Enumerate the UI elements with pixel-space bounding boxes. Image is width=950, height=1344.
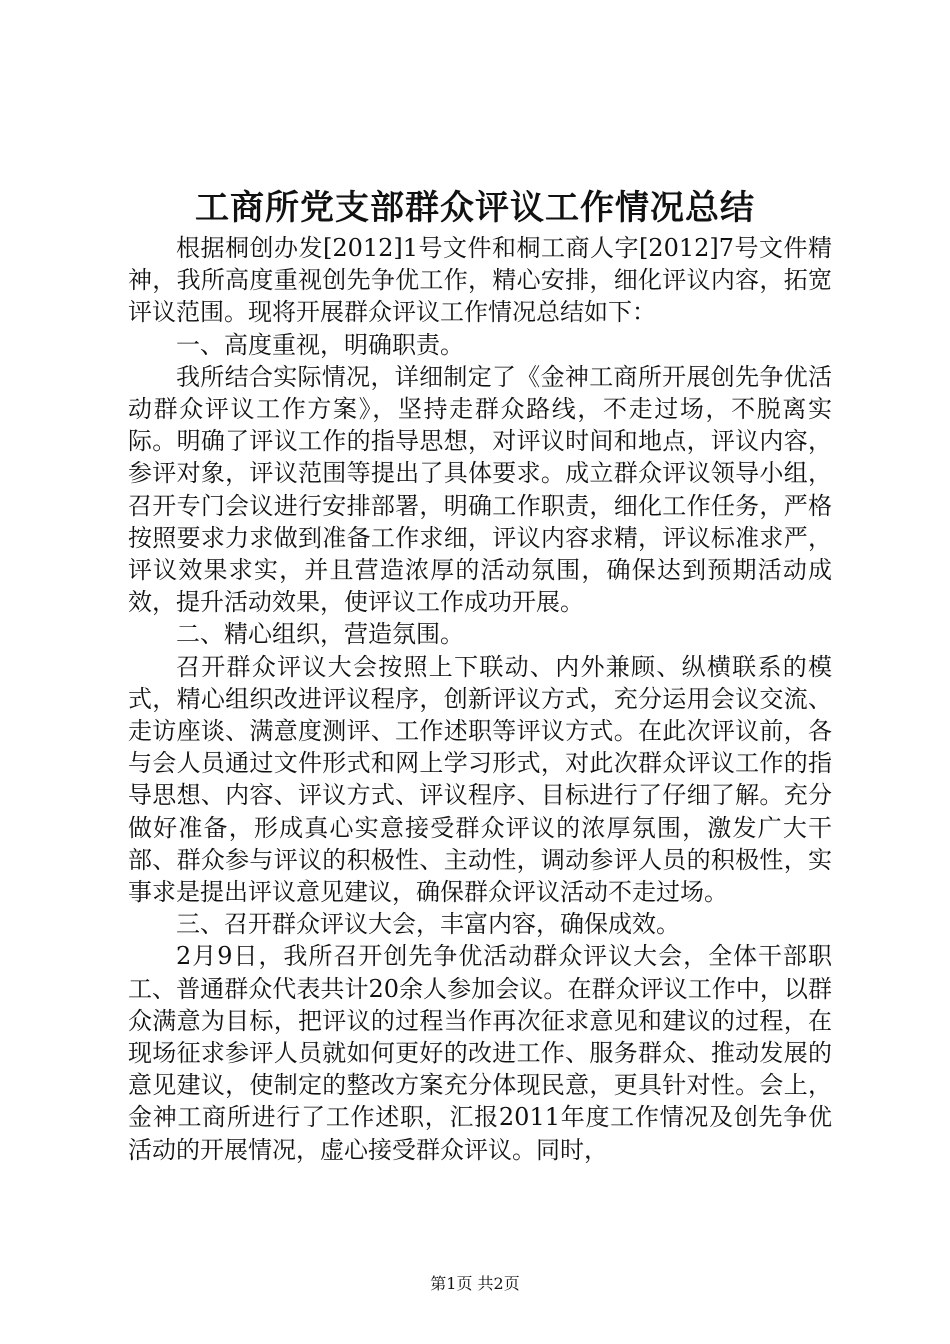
paragraph-section-1: 我所结合实际情况，详细制定了《金神工商所开展创先争优活动群众评议工作方案》，坚持走群众路线，不走过场，不脱离实际。明确了评议工作的指导思想，对评议时间和地点，评议内容，参评对象，评议范围等提出了具体要求。成立群众评议领导小组，召开专门会议进行安排部署，明确工作职责，细化工作任务，严格按照要求力求做到准备工作求细，评议内容求精，评议标准求严，评议效果求实，并且营造浓厚的活动氛围，确保达到预期活动成效，提升活动效果，使评议工作成功开展。 xyxy=(128,362,832,617)
page-number-footer: 第1页 共2页 xyxy=(430,1274,520,1293)
section-heading-3: 三、召开群众评议大会，丰富内容，确保成效。 xyxy=(176,910,680,939)
paragraph-intro: 根据桐创办发[2012]1号文件和桐工商人字[2012]7号文件精神，我所高度重视创先争优工作，精心安排，细化评议内容，拓宽评议范围。现将开展群众评议工作情况总结如下： xyxy=(128,234,832,327)
paragraph-section-3: 2月9日，我所召开创先争优活动群众评议大会，全体干部职工、普通群众代表共计20余人参加会议。在群众评议工作中，以群众满意为目标，把评议的过程当作再次征求意见和建议的过程，在现场征求参评人员就如何更好的改进工作、服务群众、推动发展的意见建议，使制定的整改方案充分体现民意，更具针对性。会上，金神工商所进行了工作述职，汇报2011年度工作情况及创先争优活动的开展情况，虚心接受群众评议。同时， xyxy=(128,942,832,1164)
section-heading-2: 二、精心组织，营造氛围。 xyxy=(176,620,464,649)
section-heading-1: 一、高度重视，明确职责。 xyxy=(176,330,464,359)
document-body xyxy=(128,232,832,1166)
document-title: 工商所党支部群众评议工作情况总结 xyxy=(195,188,755,228)
paragraph-section-2: 召开群众评议大会按照上下联动、内外兼顾、纵横联系的模式，精心组织改进评议程序，创新评议方式，充分运用会议交流、走访座谈、满意度测评、工作述职等评议方式。在此次评议前，各与会人员通过文件形式和网上学习形式，对此次群众评议工作的指导思想、内容、评议方式、评议程序、目标进行了仔细了解。充分做好准备，形成真心实意接受群众评议的浓厚氛围，激发广大干部、群众参与评议的积极性、主动性，调动参评人员的积极性，实事求是提出评议意见建议，确保群众评议活动不走过场。 xyxy=(128,652,832,907)
